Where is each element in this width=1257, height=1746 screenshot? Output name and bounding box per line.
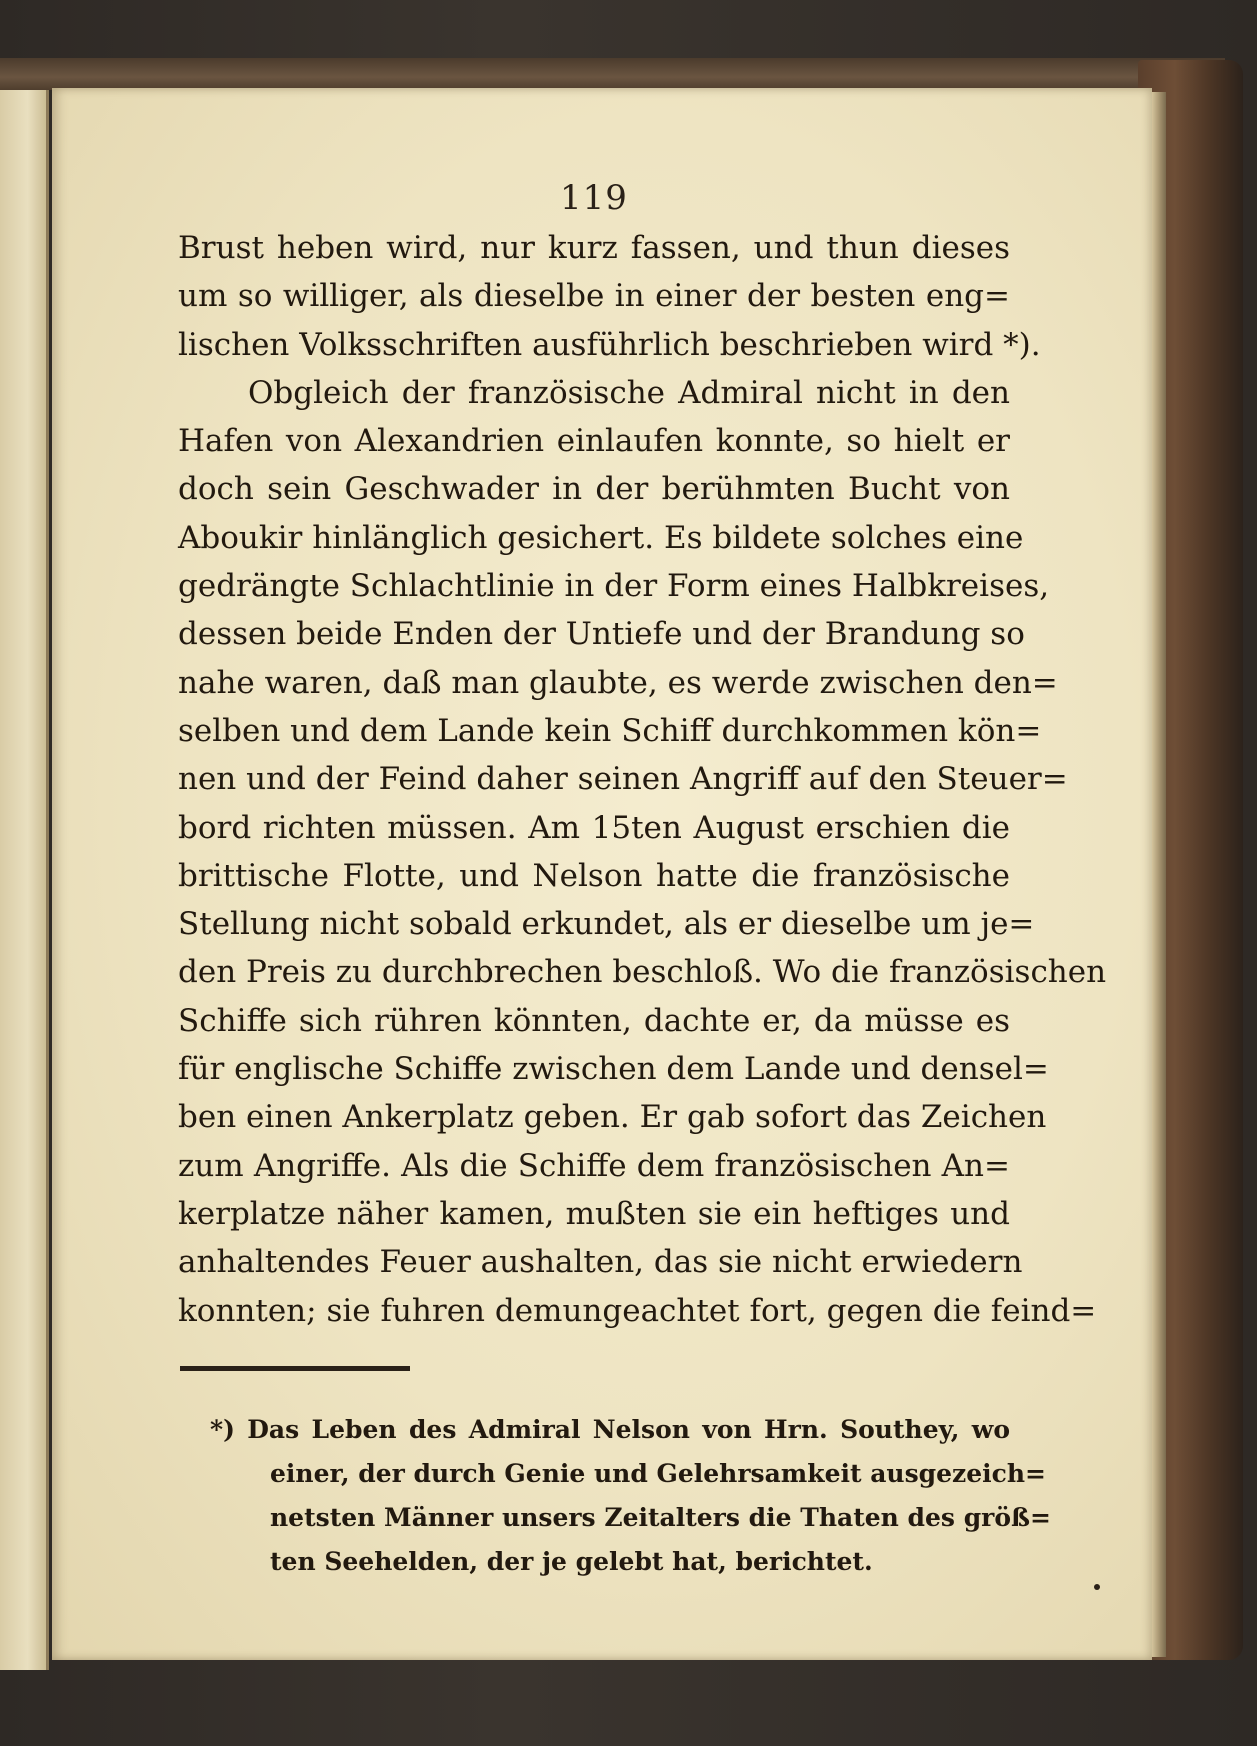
text-line: den Preis zu durchbrechen beschloß. Wo die französischen — [178, 954, 1107, 991]
text-line: dessen beide Enden der Untiefe und der Brandung so — [178, 616, 1025, 653]
text-line: selben und dem Lande kein Schiff durchkommen kön= — [178, 712, 1042, 749]
text-line: Brust heben wird, nur kurz fassen, und thun dieses — [178, 230, 1010, 266]
footnote-line: *) Das Leben des Admiral Nelson von Hrn. Southey, wo — [210, 1415, 1010, 1444]
footnote-line: ten Seehelden, der je gelebt hat, berichtet. — [270, 1547, 873, 1576]
footnote-rule — [180, 1366, 410, 1371]
facing-page-edge — [0, 90, 49, 1670]
text-line: Obgleich der französische Admiral nicht in den — [248, 374, 1010, 411]
body-text — [178, 224, 1107, 1335]
text-line: ben einen Ankerplatz geben. Er gab sofort das Zeichen — [178, 1099, 1047, 1136]
text-line: Schiffe sich rühren könnten, dachte er, da müsse es — [178, 1002, 1010, 1039]
text-line: zum Angriffe. Als die Schiffe dem französischen An= — [178, 1147, 1010, 1184]
ink-speck — [1094, 1584, 1100, 1590]
text-line: um so williger, als dieselbe in einer der besten eng= — [178, 278, 1010, 315]
text-line: brittische Flotte, und Nelson hatte die französische — [178, 857, 1010, 894]
footnote-line: netsten Männer unsers Zeitalters die Thaten des größ= — [270, 1503, 1051, 1532]
text-line: lischen Volksschriften ausführlich beschrieben wird *). — [178, 326, 1041, 363]
text-line: kerplatze näher kamen, mußten sie ein heftiges und — [178, 1195, 1010, 1232]
text-line: Aboukir hinlänglich gesichert. Es bildete solches eine — [178, 519, 1024, 556]
text-line: konnten; sie fuhren demungeachtet fort, gegen die feind= — [178, 1292, 1097, 1329]
text-line: doch sein Geschwader in der berühmten Bucht von — [178, 471, 1010, 508]
text-line: bord richten müssen. Am 15ten August erschien die — [178, 809, 1010, 846]
footnote-line: einer, der durch Genie und Gelehrsamkeit ausgezeich= — [270, 1459, 1047, 1488]
text-line: anhaltendes Feuer aushalten, das sie nicht erwiedern — [178, 1244, 1023, 1281]
page-number: 119 — [560, 178, 628, 218]
text-line: Stellung nicht sobald erkundet, als er dieselbe um je= — [178, 906, 1035, 943]
text-line: nahe waren, daß man glaubte, es werde zwischen den= — [178, 664, 1058, 701]
page-stack-edge — [1152, 92, 1166, 1657]
book-cover-top-edge — [0, 58, 1225, 90]
text-line: für englische Schiffe zwischen dem Lande und densel= — [178, 1051, 1049, 1088]
text-line: Hafen von Alexandrien einlaufen konnte, so hielt er — [178, 423, 1010, 460]
text-line: gedrängte Schlachtlinie in der Form eines Halbkreises, — [178, 568, 1050, 605]
footnote — [210, 1408, 1051, 1584]
text-line: nen und der Feind daher seinen Angriff auf den Steuer= — [178, 761, 1068, 798]
